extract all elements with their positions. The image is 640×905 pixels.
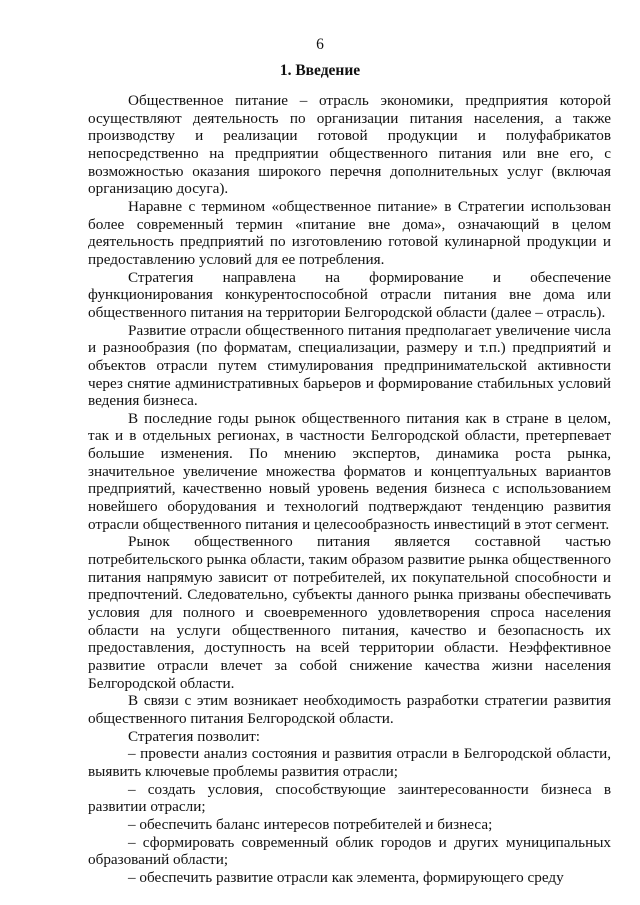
page-number: 6	[316, 36, 324, 53]
list-item: – провести анализ состояния и развития отрасли в Белгородской области, выявить ключевые проблемы развития отрасли;	[88, 745, 611, 780]
paragraph: В последние годы рынок общественного питания как в стране в целом, так и в отдельных регионах, в частности Белгородской области, претерпевает большие изменения. По мнению экспертов, динамика роста рынка, значительное увеличение множества форматов и концептуальных вариантов предприятий, качественно новый уровень ведения бизнеса с использованием новейшего оборудования и технологий подтверждают тенденцию развития отрасли общественного питания и целесообразность инвестиций в этот сегмент.	[88, 409, 611, 533]
paragraph: Общественное питание – отрасль экономики, предприятия которой осуществляют деятельность по организации питания населения, а также производству и реализации готовой продукции и полуфабрикатов непосредственно на предприятии общественного питания или вне его, с возможностью оказания широкого перечня дополнительных услуг (включая организацию досуга).	[88, 92, 611, 198]
list-item: – сформировать современный облик городов и других муниципальных образований области;	[88, 833, 611, 869]
body-text	[88, 92, 611, 887]
paragraph: В связи с этим возникает необходимость разработки стратегии развития общественного питания Белгородской области.	[88, 692, 611, 727]
paragraph: Стратегия позволит:	[128, 727, 260, 745]
paragraph: Рынок общественного питания является составной частью потребительского рынка области, таким образом развитие рынка общественного питания напрямую зависит от потребителей, их покупательной способности и предпочтений. Следовательно, субъекты данного рынка призваны обеспечивать условия для полного и своевременного удовлетворения спроса населения области на услуги общественного питания, качество и безопасность их предоставления, доступность на всей территории области. Неэффективное развитие отрасли влечет за собой снижение качества жизни населения Белгородской области.	[88, 533, 611, 692]
list-item: – создать условия, способствующие заинтересованности бизнеса в развитии отрасли;	[88, 780, 611, 816]
list-item: – обеспечить баланс интересов потребителей и бизнеса;	[128, 815, 493, 833]
paragraph: Развитие отрасли общественного питания предполагает увеличение числа и разнообразия (по форматам, специализации, размеру и т.п.) предприятий и объектов отрасли путем стимулирования предпринимательской активности через снятие административных барьеров и формирование стабильных условий ведения бизнеса.	[88, 321, 611, 410]
paragraph: Стратегия направлена на формирование и обеспечение функционирования конкурентоспособной отрасли питания вне дома или общественного питания на территории Белгородской области (далее – отрасль).	[88, 268, 611, 321]
paragraph: Наравне с термином «общественное питание» в Стратегии использован более современный термин «питание вне дома», означающий в целом деятельность предприятий по изготовлению готовой кулинарной продукции и предоставлению условий для ее потребления.	[88, 197, 611, 268]
list-item: – обеспечить развитие отрасли как элемента, формирующего среду	[128, 868, 564, 886]
section-heading: 1. Введение	[279, 62, 361, 79]
